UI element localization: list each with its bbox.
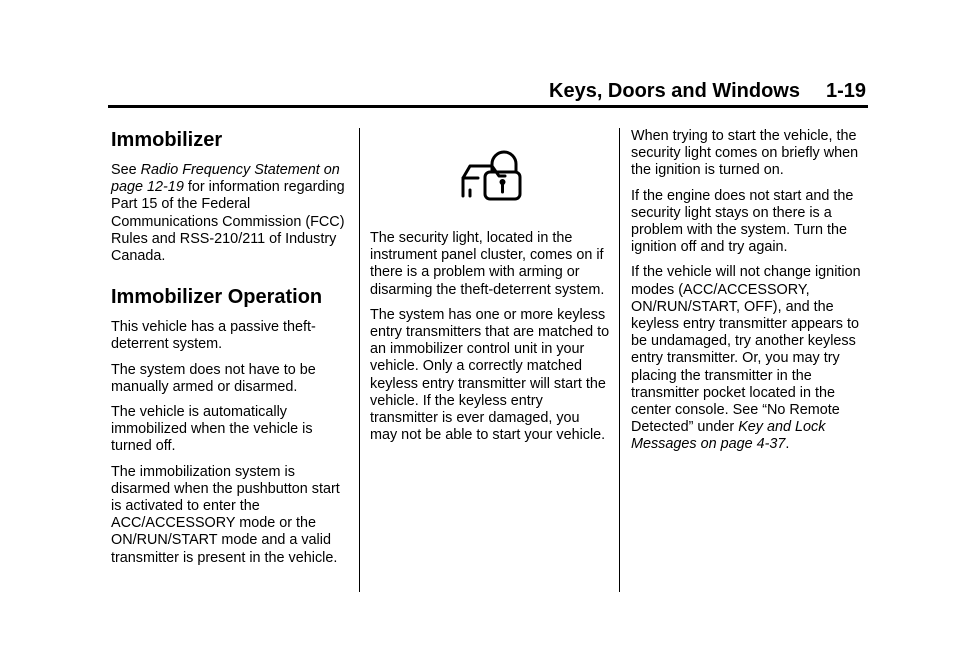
paragraph: The immobilization system is disarmed when the pushbutton start is activated to enter the ACC/ACCESSORY mode or the ON/RUN/START mode and a valid transmitter is present in the vehicle. xyxy=(111,463,340,566)
header-rule xyxy=(108,105,868,108)
page-number: 1-19 xyxy=(825,80,866,102)
section-heading-immobilizer: Immobilizer xyxy=(111,129,223,151)
column-left xyxy=(111,124,351,575)
paragraph: If the vehicle will not change ignition modes (ACC/ACCESSORY, ON/RUN/START, OFF), and the keyless entry transmitter appears to be undamaged, try another keyless entry transmitter. Or, you may try placing the transmitter in the transmitter pocket located in the center console. See “No Remote Detected” under Key and Lock Messages on page 4-37. xyxy=(631,264,861,453)
column-middle xyxy=(370,124,610,452)
page-header xyxy=(108,80,868,106)
paragraph: When trying to start the vehicle, the security light comes on briefly when the ignition is turned on. xyxy=(631,128,859,179)
cross-reference: Key and Lock Messages on page 4-37 xyxy=(631,419,826,453)
paragraph: See Radio Frequency Statement on page 12-19 for information regarding Part 15 of the Federal Communications Commission (FCC) Rules and RSS-210/211 of Industry Canada. xyxy=(111,162,345,265)
section-heading-immobilizer-operation: Immobilizer Operation xyxy=(111,286,323,309)
cross-reference: Radio Frequency Statement on page 12-19 xyxy=(111,162,340,196)
section-title: Keys, Doors and Windows xyxy=(549,80,800,102)
running-header xyxy=(549,80,866,103)
paragraph: The system has one or more keyless entry transmitters that are matched to an immobilizer control unit in your vehicle. Only a correctly matched keyless entry transmitter will start the vehicle. If the keyless entry transmitter is ever damaged, you may not be able to start your vehicle. xyxy=(370,306,610,444)
paragraph: The system does not have to be manually armed or disarmed. xyxy=(111,361,316,395)
column-divider xyxy=(359,128,360,592)
security-light-icon xyxy=(458,148,522,202)
paragraph: If the engine does not start and the security light stays on there is a problem with the system. Turn the ignition off and try again. xyxy=(631,187,854,256)
column-divider xyxy=(619,128,620,592)
paragraph: The vehicle is automatically immobilized when the vehicle is turned off. xyxy=(111,404,313,455)
column-right xyxy=(631,128,871,462)
paragraph: This vehicle has a passive theft-deterrent system. xyxy=(111,319,316,353)
paragraph: The security light, located in the instrument panel cluster, comes on if there is a problem with arming or disarming the theft-deterrent system. xyxy=(370,230,605,298)
